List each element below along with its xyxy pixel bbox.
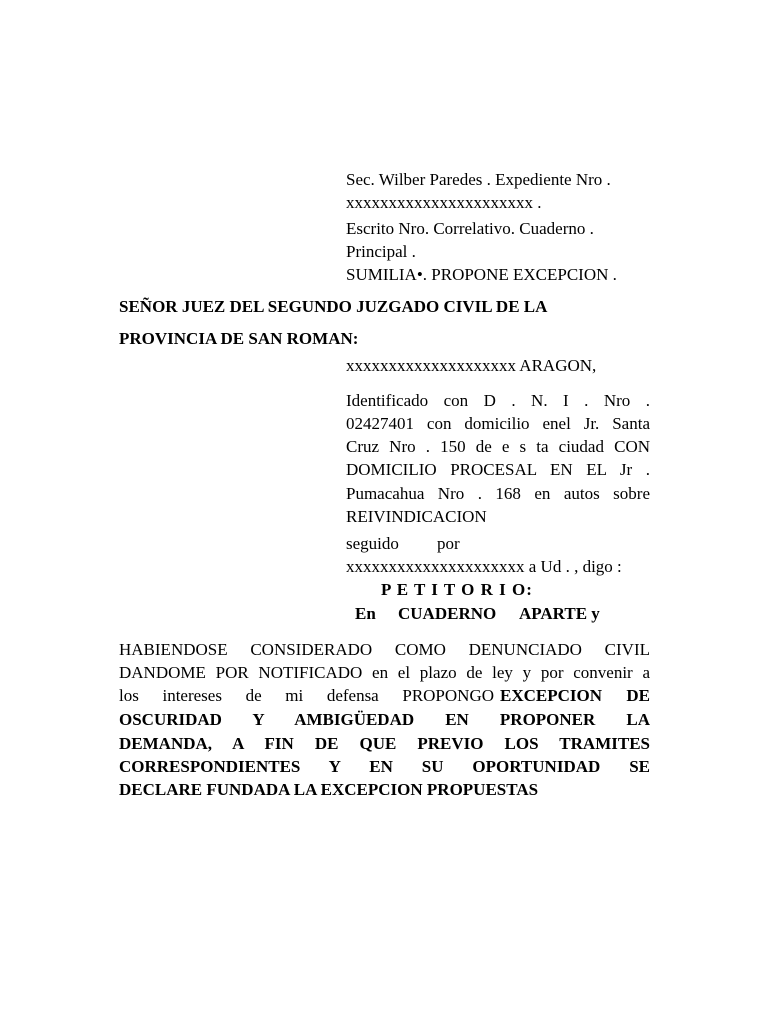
body-line-3-normal: los intereses de mi defensa PROPONGO bbox=[119, 686, 494, 705]
petitorio-cuaderno: CUADERNO bbox=[398, 604, 497, 623]
body-line-3 bbox=[119, 686, 650, 706]
party-id-line-6: REIVINDICACION bbox=[346, 507, 487, 526]
header-line-principal: Principal . bbox=[346, 242, 416, 261]
body-line-6: CORRESPONDIENTES Y EN SU OPORTUNIDAD SE bbox=[119, 757, 650, 776]
petitorio-aparte: APARTE y bbox=[519, 604, 600, 623]
party-id-line-1: Identificado con D . N. I . Nro . bbox=[346, 391, 650, 410]
party-closing-line: xxxxxxxxxxxxxxxxxxxxx a Ud . , digo : bbox=[346, 557, 622, 576]
body-line-4: OSCURIDAD Y AMBIGÜEDAD EN PROPONER LA bbox=[119, 710, 650, 729]
body-line-5: DEMANDA, A FIN DE QUE PREVIO LOS TRAMITES bbox=[119, 734, 650, 753]
body-line-3-bold: EXCEPCION DE bbox=[500, 686, 650, 705]
body-line-2: DANDOME POR NOTIFICADO en el plazo de ley y por convenir a bbox=[119, 663, 650, 682]
header-line-expediente: xxxxxxxxxxxxxxxxxxxxxx . bbox=[346, 193, 542, 212]
por-word: por bbox=[437, 534, 460, 553]
party-id-line-4: DOMICILIO PROCESAL EN EL Jr . bbox=[346, 460, 650, 479]
petitorio-en: En bbox=[355, 604, 376, 623]
party-id-line-2: 02427401 con domicilio enel Jr. Santa bbox=[346, 414, 650, 433]
seguido-word: seguido bbox=[346, 534, 399, 553]
header-line-sumilia: SUMILIA•. PROPONE EXCEPCION . bbox=[346, 265, 617, 284]
body-line-1: HABIENDOSE CONSIDERADO COMO DENUNCIADO CIVIL bbox=[119, 640, 650, 659]
party-name-line: xxxxxxxxxxxxxxxxxxxx ARAGON, bbox=[346, 356, 597, 375]
header-line-escrito: Escrito Nro. Correlativo. Cuaderno . bbox=[346, 219, 594, 238]
addressee-line-2: PROVINCIA DE SAN ROMAN: bbox=[119, 329, 359, 348]
party-id-line-3: Cruz Nro . 150 de e s ta ciudad CON bbox=[346, 437, 650, 456]
addressee-line-1: SEÑOR JUEZ DEL SEGUNDO JUZGADO CIVIL DE LA bbox=[119, 297, 548, 316]
party-id-line-5: Pumacahua Nro . 168 en autos sobre bbox=[346, 484, 650, 503]
petitorio-title: P E T I T O R I O: bbox=[381, 580, 533, 599]
header-line-secretary: Sec. Wilber Paredes . Expediente Nro . bbox=[346, 170, 611, 189]
body-line-7: DECLARE FUNDADA LA EXCEPCION PROPUESTAS bbox=[119, 780, 539, 799]
